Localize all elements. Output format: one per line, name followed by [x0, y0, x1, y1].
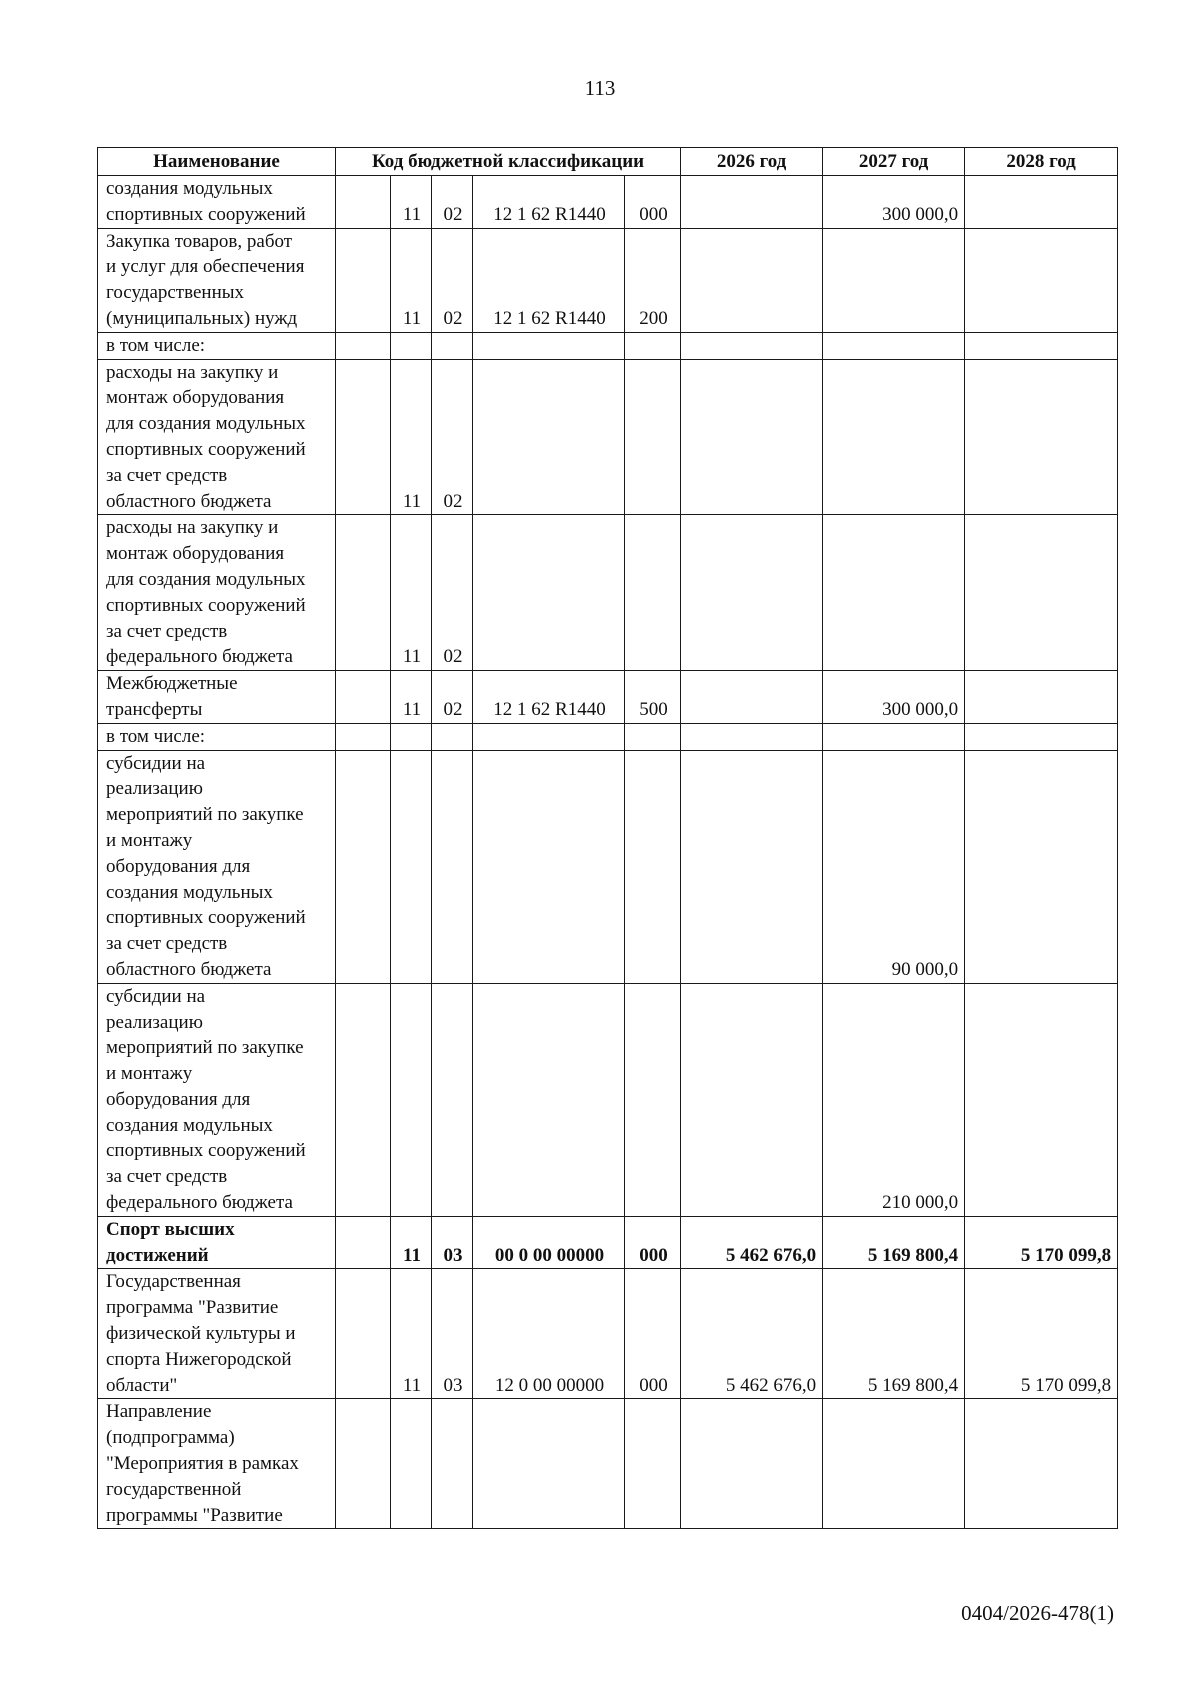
- cell-name: расходы на закупку и монтаж оборудования для создания модульных спортивных сооружений за счет средств федерального бюджета: [98, 515, 336, 671]
- cell-expense-type: [625, 515, 681, 671]
- cell-division: 11: [391, 176, 432, 229]
- cell-subdivision: 03: [432, 1269, 473, 1399]
- cell-section: [336, 983, 391, 1216]
- cell-2027: [823, 1399, 965, 1529]
- cell-subdivision: 03: [432, 1216, 473, 1269]
- cell-section: [336, 359, 391, 515]
- cell-target-article: [473, 983, 625, 1216]
- cell-2026: [681, 332, 823, 359]
- cell-2026: [681, 983, 823, 1216]
- budget-table: [97, 147, 1118, 1529]
- cell-section: [336, 1216, 391, 1269]
- table-row: [98, 983, 1118, 1216]
- cell-2027: 300 000,0: [823, 176, 965, 229]
- cell-2028: [965, 750, 1118, 983]
- cell-2028: [965, 332, 1118, 359]
- cell-subdivision: 02: [432, 176, 473, 229]
- cell-division: [391, 983, 432, 1216]
- cell-2027: 210 000,0: [823, 983, 965, 1216]
- cell-2027: 90 000,0: [823, 750, 965, 983]
- cell-division: 11: [391, 671, 432, 724]
- cell-subdivision: 02: [432, 671, 473, 724]
- table-header-row: [98, 148, 1118, 176]
- cell-target-article: [473, 332, 625, 359]
- table-body: [98, 176, 1118, 1529]
- cell-name: субсидии на реализацию мероприятий по закупке и монтажу оборудования для создания модульных спортивных сооружений за счет средств федерального бюджета: [98, 983, 336, 1216]
- cell-target-article: [473, 750, 625, 983]
- cell-target-article: [473, 515, 625, 671]
- table-row: [98, 332, 1118, 359]
- cell-target-article: [473, 359, 625, 515]
- table-row: [98, 176, 1118, 229]
- cell-2026: [681, 671, 823, 724]
- cell-target-article: [473, 723, 625, 750]
- cell-name: Закупка товаров, работ и услуг для обеспечения государственных (муниципальных) нужд: [98, 228, 336, 332]
- cell-expense-type: [625, 750, 681, 983]
- cell-section: [336, 176, 391, 229]
- cell-target-article: 00 0 00 00000: [473, 1216, 625, 1269]
- table-row: [98, 515, 1118, 671]
- cell-target-article: 12 0 00 00000: [473, 1269, 625, 1399]
- cell-name: создания модульных спортивных сооружений: [98, 176, 336, 229]
- cell-division: [391, 750, 432, 983]
- cell-2027: [823, 723, 965, 750]
- cell-expense-type: [625, 983, 681, 1216]
- cell-division: 11: [391, 1216, 432, 1269]
- cell-division: 11: [391, 359, 432, 515]
- cell-2026: [681, 750, 823, 983]
- cell-expense-type: 000: [625, 1216, 681, 1269]
- cell-section: [336, 750, 391, 983]
- cell-section: [336, 515, 391, 671]
- cell-division: 11: [391, 1269, 432, 1399]
- cell-division: [391, 1399, 432, 1529]
- cell-2028: [965, 515, 1118, 671]
- cell-2027: [823, 332, 965, 359]
- cell-2028: 5 170 099,8: [965, 1216, 1118, 1269]
- cell-2026: [681, 515, 823, 671]
- cell-2027: [823, 228, 965, 332]
- cell-expense-type: [625, 1399, 681, 1529]
- cell-expense-type: [625, 359, 681, 515]
- cell-2027: 300 000,0: [823, 671, 965, 724]
- cell-name: в том числе:: [98, 723, 336, 750]
- cell-expense-type: [625, 723, 681, 750]
- header-2027: 2027 год: [823, 148, 965, 176]
- cell-section: [336, 1269, 391, 1399]
- cell-division: 11: [391, 228, 432, 332]
- cell-name: Направление (подпрограмма) "Мероприятия в рамках государственной программы "Развитие: [98, 1399, 336, 1529]
- cell-2028: [965, 671, 1118, 724]
- cell-2027: 5 169 800,4: [823, 1216, 965, 1269]
- cell-subdivision: [432, 332, 473, 359]
- document-code: 0404/2026-478(1): [961, 1601, 1114, 1625]
- cell-section: [336, 228, 391, 332]
- cell-name: Спорт высших достижений: [98, 1216, 336, 1269]
- cell-target-article: 12 1 62 R1440: [473, 176, 625, 229]
- cell-2026: [681, 723, 823, 750]
- cell-2027: [823, 359, 965, 515]
- page-number: 113: [584, 76, 616, 100]
- cell-2026: 5 462 676,0: [681, 1269, 823, 1399]
- cell-2028: [965, 983, 1118, 1216]
- cell-expense-type: 000: [625, 176, 681, 229]
- cell-section: [336, 723, 391, 750]
- cell-target-article: 12 1 62 R1440: [473, 228, 625, 332]
- cell-subdivision: [432, 750, 473, 983]
- cell-subdivision: 02: [432, 228, 473, 332]
- cell-2028: 5 170 099,8: [965, 1269, 1118, 1399]
- table-row: [98, 1269, 1118, 1399]
- cell-section: [336, 1399, 391, 1529]
- cell-target-article: [473, 1399, 625, 1529]
- header-2026: 2026 год: [681, 148, 823, 176]
- cell-name: Государственная программа "Развитие физической культуры и спорта Нижегородской области": [98, 1269, 336, 1399]
- table-row: [98, 1216, 1118, 1269]
- cell-2027: [823, 515, 965, 671]
- table-row: [98, 750, 1118, 983]
- cell-division: 11: [391, 515, 432, 671]
- cell-2026: [681, 1399, 823, 1529]
- cell-2028: [965, 228, 1118, 332]
- cell-2026: [681, 176, 823, 229]
- cell-subdivision: 02: [432, 515, 473, 671]
- table-row: [98, 1399, 1118, 1529]
- cell-expense-type: 200: [625, 228, 681, 332]
- cell-2026: 5 462 676,0: [681, 1216, 823, 1269]
- cell-name: субсидии на реализацию мероприятий по закупке и монтажу оборудования для создания модульных спортивных сооружений за счет средств областного бюджета: [98, 750, 336, 983]
- cell-2028: [965, 1399, 1118, 1529]
- cell-division: [391, 332, 432, 359]
- cell-division: [391, 723, 432, 750]
- cell-expense-type: 500: [625, 671, 681, 724]
- cell-name: Межбюджетные трансферты: [98, 671, 336, 724]
- header-name: Наименование: [98, 148, 336, 176]
- header-2028: 2028 год: [965, 148, 1118, 176]
- cell-subdivision: 02: [432, 359, 473, 515]
- table-row: [98, 228, 1118, 332]
- cell-expense-type: [625, 332, 681, 359]
- cell-2026: [681, 359, 823, 515]
- table-row: [98, 671, 1118, 724]
- header-budget-code: Код бюджетной классификации: [336, 148, 681, 176]
- cell-target-article: 12 1 62 R1440: [473, 671, 625, 724]
- cell-2028: [965, 176, 1118, 229]
- cell-name: расходы на закупку и монтаж оборудования для создания модульных спортивных сооружений за счет средств областного бюджета: [98, 359, 336, 515]
- cell-subdivision: [432, 1399, 473, 1529]
- cell-section: [336, 332, 391, 359]
- cell-2027: 5 169 800,4: [823, 1269, 965, 1399]
- cell-2026: [681, 228, 823, 332]
- cell-2028: [965, 723, 1118, 750]
- cell-section: [336, 671, 391, 724]
- cell-subdivision: [432, 983, 473, 1216]
- cell-name: в том числе:: [98, 332, 336, 359]
- cell-subdivision: [432, 723, 473, 750]
- table-row: [98, 723, 1118, 750]
- cell-expense-type: 000: [625, 1269, 681, 1399]
- table-row: [98, 359, 1118, 515]
- cell-2028: [965, 359, 1118, 515]
